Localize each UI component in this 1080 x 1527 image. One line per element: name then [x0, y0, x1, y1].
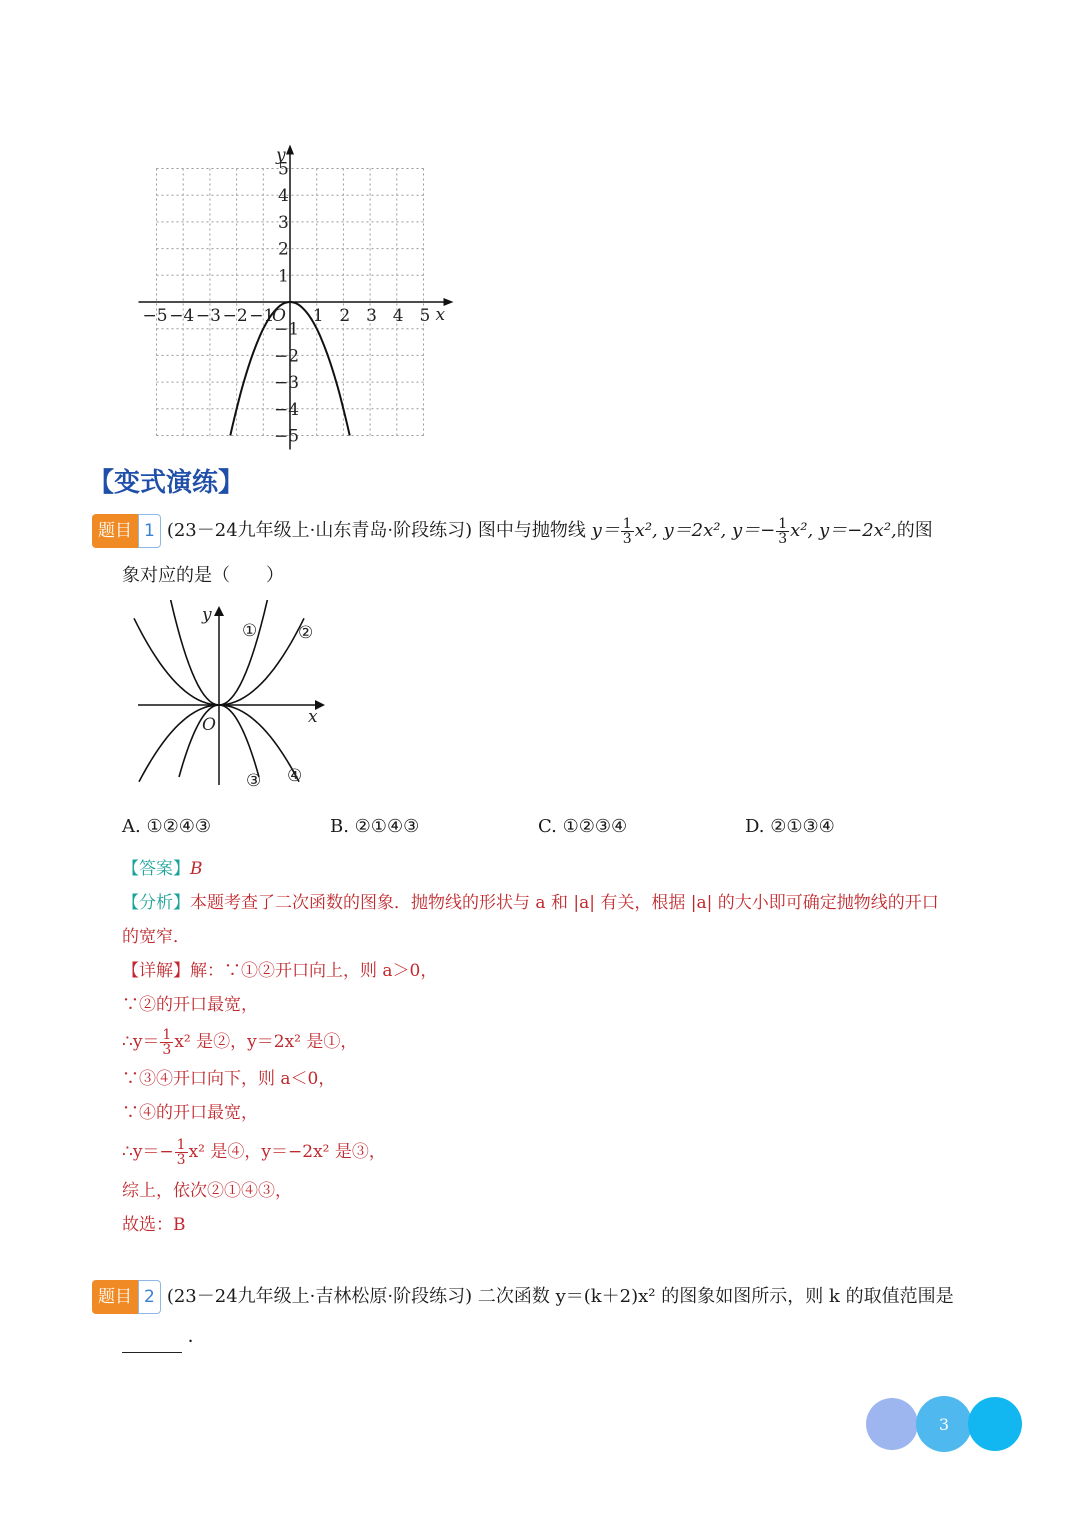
origin-label: O	[272, 306, 286, 326]
curve-label-4: ④	[287, 766, 303, 786]
eq-part4: x²,	[790, 520, 814, 541]
y-tick-label: −2	[274, 346, 300, 367]
curve-label-1: ①	[242, 621, 258, 641]
detail-line-3: ∴y＝ $\frac{1}{3}$ x² 是②，y＝2x² 是①，	[122, 1027, 358, 1058]
y-tick-label: −5	[274, 426, 300, 447]
detail-line-5: ∵④的开口最宽，	[122, 1103, 258, 1123]
analysis-text: 本题考查了二次函数的图象．抛物线的形状与 a 和 |a| 有关，根据 |a| 的大小即可确定抛物线的开口	[190, 893, 939, 913]
answer-tag: 【答案】	[122, 859, 190, 879]
detail-text-1: 解：∵①②开口向上，则 a＞0，	[190, 961, 438, 981]
x-tick-label: 2	[339, 306, 351, 326]
y-arrow-icon	[214, 606, 224, 616]
detail-line-1	[122, 954, 1002, 988]
x-tick-label: −4	[169, 306, 195, 326]
detail-line-8: 故选：B	[122, 1215, 186, 1235]
option-a[interactable]: A. ①②④③	[122, 816, 211, 837]
question-source: (23－24九年级上·山东青岛·阶段练习) 图中与抛物线	[166, 520, 586, 541]
page-dot-mid	[916, 1396, 972, 1452]
question-1-line2: 象对应的是（ ）	[122, 565, 284, 586]
y-tick-label: −3	[274, 373, 300, 394]
question-number: 2	[138, 1280, 161, 1314]
question-badge: 题目	[92, 1280, 138, 1314]
y-tick-label: 1	[278, 266, 289, 287]
x-tick-label: 3	[366, 306, 377, 326]
answer-blank[interactable]	[122, 1322, 182, 1353]
eq-part1: x²,	[634, 520, 658, 541]
origin-label: O	[202, 715, 216, 735]
answer-block	[122, 852, 1002, 1242]
fraction-one-third: $\frac{1}{3}$	[622, 515, 632, 547]
question-2-line2: ．	[122, 1322, 206, 1353]
y-axis-label: y	[202, 605, 212, 625]
detail-line-4: ∵③④开口向下，则 a＜0，	[122, 1069, 336, 1089]
curve-label-2: ②	[298, 623, 314, 643]
x-tick-label: −2	[222, 306, 248, 326]
y-tick-label: −4	[274, 399, 300, 420]
answer-line	[122, 852, 1002, 886]
question-badge: 题目	[92, 514, 138, 548]
y-axis-label: y	[276, 145, 286, 166]
detail-line-7: 综上，依次②①④③，	[122, 1181, 292, 1201]
y-arrow-icon	[286, 145, 294, 155]
analysis-tag: 【分析】	[122, 893, 190, 913]
eq-y1: y＝	[591, 520, 620, 541]
x-tick-label: −1	[249, 306, 275, 326]
x-tick-label: 5	[419, 306, 431, 326]
fraction-one-third-3: $\frac{1}{3}$	[162, 1027, 172, 1058]
page-number: 3	[938, 1414, 950, 1434]
y-tick-label: 3	[278, 212, 289, 233]
section-title: 【变式演练】	[88, 468, 245, 498]
eq-part3: y＝−	[731, 520, 776, 541]
detail-tag: 【详解】	[122, 961, 190, 981]
y-tick-label: 5	[278, 159, 289, 180]
y-tick-label: 4	[278, 186, 289, 207]
curve-label-3: ③	[246, 771, 262, 791]
x-tick-label: 1	[312, 306, 324, 326]
detail-line-6: ∴y＝− $\frac{1}{3}$ x² 是④，y＝−2x² 是③，	[122, 1137, 386, 1168]
page-dot-left	[866, 1398, 918, 1450]
question-tail: 的图	[896, 520, 933, 541]
y-tick-label: 2	[278, 239, 289, 260]
option-c[interactable]: C. ①②③④	[538, 816, 628, 837]
analysis-line-2: 的宽窄．	[122, 927, 190, 947]
x-tick-label: −5	[142, 306, 168, 326]
eq-part5: y＝−2x²,	[818, 520, 897, 541]
analysis-line	[122, 886, 1002, 920]
answer-value: B	[190, 859, 203, 879]
detail-line-2: ∵②的开口最宽，	[122, 995, 258, 1015]
eq-part2: y＝2x²,	[663, 520, 727, 541]
question-text: (23－24九年级上·吉林松原·阶段练习) 二次函数 y＝(k＋2)x² 的图象如图所示，则 k 的取值范围是	[166, 1286, 954, 1307]
fraction-one-third-4: $\frac{1}{3}$	[176, 1137, 186, 1168]
option-b[interactable]: B. ②①④③	[330, 816, 420, 837]
question-number: 1	[138, 514, 161, 548]
x-axis-label: x	[308, 707, 318, 727]
y-tick-label: −1	[274, 319, 300, 340]
fraction-one-third-2: $\frac{1}{3}$	[778, 515, 788, 547]
question-1	[92, 514, 933, 548]
page-dot-right	[968, 1397, 1022, 1451]
x-axis-label: x	[435, 305, 446, 325]
parabola-grid-graph	[130, 140, 460, 460]
option-d[interactable]: D. ②①③④	[745, 816, 835, 837]
four-parabolas-figure	[130, 600, 340, 800]
x-tick-label: 4	[392, 306, 404, 326]
x-tick-label: −3	[195, 306, 221, 326]
question-2	[92, 1280, 954, 1314]
